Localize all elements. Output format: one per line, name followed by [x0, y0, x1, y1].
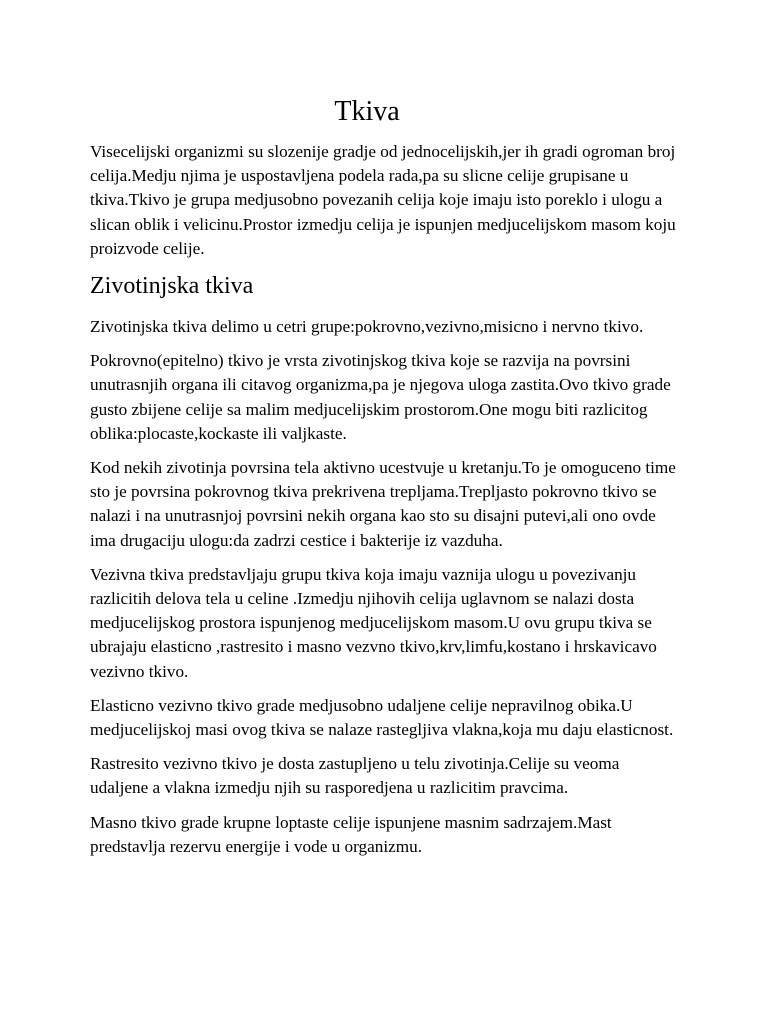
document-body: [90, 140, 680, 869]
paragraph-connective: Vezivna tkiva predstavljaju grupu tkiva koja imaju vaznija ulogu u povezivanju razlicitih delova tela u celine .Izmedju njihovih celija uglavnom se nalazi dosta medjucelijskog prostora ispunjenog medjucelijskom masom.U ovu grupu tkiva se ubrajaju elasticno ,rastresito i masno vezvno tkivo,krv,limfu,kostano i hrskavicavo vezivno tkivo.: [90, 564, 657, 681]
intro-paragraph: Visecelijski organizmi su slozenije gradje od jednocelijskih,jer ih gradi ogroman broj celija.Medju njima je uspostavljena podela rada,pa su slicne celije grupisane u tkiva.Tkivo je grupa medjusobno povezanih celija koje imaju isto poreklo i ulogu a slican oblik i velicinu.Prostor izmedju celija je ispunjen medjucelijskom masom koju proizvode celije.: [90, 142, 676, 258]
section-heading: Zivotinjska tkiva: [90, 273, 254, 300]
paragraph-cilia: Kod nekih zivotinja povrsina tela aktivno ucestvuje u kretanju.To je omoguceno time sto je povrsina pokrovnog tkiva prekrivena trepljama.Trepljasto pokrovno tkivo se nalazi i na unutrasnjoj povrsini nekih organa kao sto su disajni putevi,ali ono ovde ima drugaciju ulogu:da zadrzi cestice i bakterije iz vazduha.: [90, 458, 676, 550]
paragraph-loose: Rastresito vezivno tkivo je dosta zastupljeno u telu zivotinja.Celije su veoma udaljene a vlakna izmedju njih su rasporedjena u razlicitim pravcima.: [90, 754, 620, 798]
paragraph-adipose: Masno tkivo grade krupne loptaste celije ispunjene masnim sadrzajem.Mast predstavlja rezervu energije i vode u organizmu.: [90, 812, 612, 856]
paragraph-elastic: Elasticno vezivno tkivo grade medjusobno udaljene celije nepravilnog obika.U medjucelijskoj masi ovog tkiva se nalaze rastegljiva vlakna,koja mu daju elasticnost.: [90, 695, 674, 740]
paragraph-tissue-groups: Zivotinjska tkiva delimo u cetri grupe:pokrovno,vezivno,misicno i nervno tkivo.: [90, 317, 644, 337]
page-title: Tkiva: [334, 96, 400, 127]
paragraph-epithelial: Pokrovno(epitelno) tkivo je vrsta zivotinjskog tkiva koje se razvija na povrsini unutrasnjih organa ili citavog organizma,pa je njegova uloga zastita.Ovo tkivo grade gusto zbijene celije sa malim medjucelijskim prostorom.One mogu biti razlicitog oblika:plocaste,kockaste ili valjkaste.: [90, 351, 671, 443]
